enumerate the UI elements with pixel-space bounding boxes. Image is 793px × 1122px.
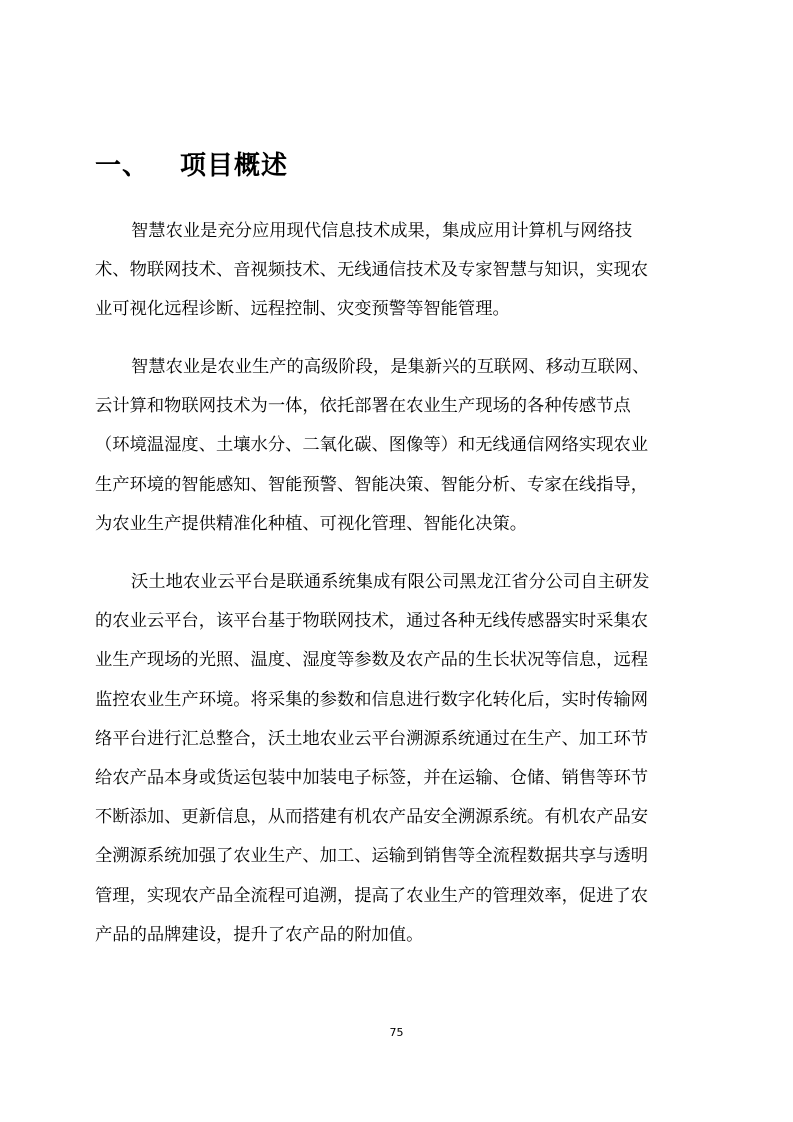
text-line: 监控农业生产环境。将采集的参数和信息进行数字化转化后，实时传输网 [95,689,649,710]
text-line: 业可视化远程诊断、远程控制、灾变预警等智能管理。 [95,299,510,320]
text-line: 产品的品牌建设，提升了农产品的附加值。 [95,924,424,945]
section-title: 项目概述 [180,151,289,181]
text-line: （环境温湿度、土壤水分、二氧化碳、图像等）和无线通信网络实现农业 [95,435,649,456]
text-line: 云计算和物联网技术为一体，依托部署在农业生产现场的各种传感节点 [95,396,631,417]
text-line: 不断添加、更新信息，从而搭建有机农产品安全溯源系统。有机农产品安 [95,807,649,828]
paragraph-3 [95,563,695,955]
text-line: 生产环境的智能感知、智能预警、智能决策、智能分析、专家在线指导， [95,474,649,495]
section-heading [95,145,288,182]
text-line: 业生产现场的光照、温度、湿度等参数及农产品的生长状况等信息，远程 [95,650,649,671]
text-line: 沃土地农业云平台是联通系统集成有限公司黑龙江省分公司自主研发 [131,572,650,592]
paragraph-2 [95,348,695,544]
text-line: 管理，实现农产品全流程可追溯，提高了农业生产的管理效率，促进了农 [95,885,649,906]
text-line: 给农产品本身或货运包装中加装电子标签，并在运输、仓储、销售等环节 [95,767,649,788]
text-line: 的农业云平台，该平台基于物联网技术，通过各种无线传感器实时采集农 [95,611,649,632]
section-number: 一、 [95,151,150,181]
text-line: 全溯源系统加强了农业生产、加工、运输到销售等全流程数据共享与透明 [95,846,649,867]
text-line: 术、物联网技术、音视频技术、无线通信技术及专家智慧与知识，实现农 [95,260,649,281]
text-line: 为农业生产提供精准化种植、可视化管理、智能化决策。 [95,513,528,534]
page-number: 75 [389,1026,404,1039]
paragraph-1 [95,212,695,330]
text-line: 智慧农业是农业生产的高级阶段，是集新兴的互联网、移动互联网、 [131,357,650,377]
text-line: 智慧农业是充分应用现代信息技术成果，集成应用计算机与网络技 [131,221,633,241]
text-line: 络平台进行汇总整合，沃土地农业云平台溯源系统通过在生产、加工环节 [95,728,649,749]
